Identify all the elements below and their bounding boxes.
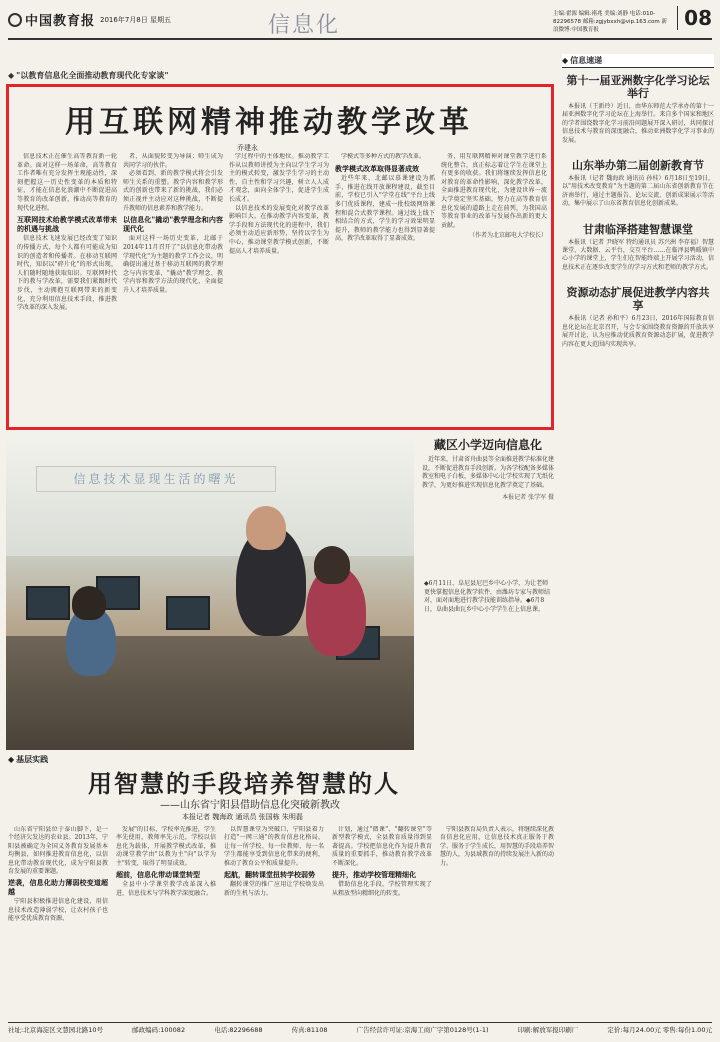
right-column: [562, 54, 714, 984]
section-heading: 教学模式改革取得显著成效: [335, 163, 419, 173]
section-heading: 起航，翻转课堂扭转学校弱势: [224, 870, 315, 880]
bottom-byline: 本报记者 魏海政 通讯员 张国栋 朱明磊: [182, 813, 303, 821]
news-item-title: 山东举办第二届创新教育节: [572, 159, 704, 173]
feature-column-1: [17, 153, 117, 423]
footer-price: 定价:每月24.00元 零售:每份1.00元: [607, 1026, 712, 1034]
author-signature: （作者为北京邮电大学校长）: [468, 232, 547, 240]
student-head: [72, 586, 106, 620]
paragraph: 必须看到，新的教学模式将会引发师生关系的重塑。教学内容和教学形式的创新也带来了新的挑战，我们必须正视并主动应对这种挑战，不断提升教师的信息素养和教学能力。: [123, 170, 223, 212]
bottom-column-5: [440, 826, 554, 1016]
paragraph: 计划，通过"微课"、"翻转课堂"等新型教学模式，全县教育质量得到显著提高。学校把信息化作为提升教育质量的重要抓手，推动教育教学改革不断深化。: [332, 826, 432, 867]
news-item-text: 本报讯（记者 魏海政 通讯员 孙桂）6月18日至19日，以"用技术改变教育"为主题的第二届山东省创新教育节在济南举行，通过主题报告、论坛交流、创新成果展示等活动，集中展示了山东省教育信息化创新成果。: [562, 175, 714, 208]
section-heading: 提升，推动学校管理精细化: [332, 870, 416, 880]
paragraph: 山东省宁阳县位于泰山脚下，是一个经济欠发达的农业县。2013年，宁阳县被确定为全国义务教育发展基本均衡县，如何推进教育信息化，以信息化带动教育现代化，成为宁阳县教育发展的重要课题。: [8, 826, 108, 876]
paragraph: 全县中小学课堂教学改革深入推进，信息技术与学科教学深度融合。: [116, 881, 216, 897]
paragraph: 面对这样一场历史变革，北邮于2014年11月召开了"以信息化带动教学现代化"为主题的教学工作会议，明确提出通过基于移动互联网的教学理念与内容变革，"撬动"教学理念、教学内容和教学方法的现代化，全面提升人才培养质量。: [123, 235, 223, 294]
feature-kicker: ◆ "以教育信息化全面推动教育现代化专家谈": [8, 70, 169, 81]
news-item-text: 本报讯（记者 尹晓军 特约通讯员 苏兴洲 李存福）智慧课堂、大数据、云平台，交互平台……在临泽县鸭暖镇中心小学的课堂上，学生们在智能终端上开展学习活动，信息技术正在逐步改变学生的学习方式和老师的教学方式。: [562, 238, 714, 271]
footer: [8, 1022, 712, 1036]
feature-byline: 乔建永: [237, 144, 258, 152]
masthead: [8, 6, 712, 40]
editors-info: 主编:翟源 编辑:褚兆 美编:刘静 电话:010-82296578 邮箱:zgjybxxh@vip.163.com 新浪微博:中国教育报: [553, 11, 668, 33]
bottom-headline: 用智慧的手段培养智慧的人: [88, 769, 400, 798]
logo-mark-icon: [8, 13, 22, 27]
footer-phone: 电话:82296688: [214, 1026, 263, 1034]
right-column-header: ◆ 信息速递: [562, 54, 714, 68]
paragraph: 借助信息化手段，学校管理实现了从粗放型向精细化的转变。: [332, 881, 432, 897]
photo-wall: [6, 436, 414, 556]
section-heading: 以信息化"撬动"教学理念和内容现代化: [123, 215, 223, 233]
monitor-icon: [166, 596, 210, 630]
footer-address: 社址:北京海淀区文慧园北路10号: [8, 1026, 103, 1034]
bottom-subhead: ——山东省宁阳县借助信息化突破新教改: [160, 800, 340, 811]
paragraph: 信息技术正在催生高等教育新一轮革命。面对这样一场革命，高等教育工作者唯有充分发挥主观能动性，深刻把握这一历史性变革的本质和特征，才能在信息化浪潮中不断促进高等教育的改革创新，推动高等教育的现代化进程。: [17, 153, 117, 212]
footer-printing: 印刷:解放军报印刷厂: [517, 1026, 579, 1034]
paragraph: 信息技术飞速发展已经改变了知识的传播方式，每个人都有可能成为知识的创造者和传播者。在移动互联网时代，知识以"碎片化"的形式出现，人们随时随地获取知识。互联网时代下的教与学改革，需要我们紧跟时代步伐，主动拥抱互联网带来的新变化，充分利用信息技术手段，推进教学改革的深入发展。: [17, 235, 117, 312]
paragraph: 务，用互联网精神对课堂教学进行系统化整合，真正标志着让学生在课堂上有更多的收获。我们将继续发挥信息化对教育的革命性影响，深化教学改革，全面推进教育现代化，为建设世界一流大学奠定坚实基础，努力在高等教育信息化发展的道路上走在前列，为我国高等教育事业的改革与发展作出新的更大贡献。: [441, 153, 547, 229]
student-head: [314, 546, 350, 584]
feature-column-5: [441, 153, 547, 423]
news-item-title: 甘肃临泽搭建智慧课堂: [583, 222, 693, 236]
paper-logo: [8, 10, 95, 29]
page-number: 08: [677, 6, 712, 30]
section-heading: 互联网技术给教学模式改革带来的机遇与挑战: [17, 215, 117, 233]
sidebar-story-byline: 本报记者 张学军 摄: [502, 494, 554, 502]
feature-article: [6, 84, 554, 430]
bottom-kicker: ◆ 基层实践: [8, 754, 48, 765]
footer-postcode: 邮政编码:100082: [132, 1026, 186, 1034]
bottom-column-3: [224, 826, 324, 1016]
paragraph: 以信息技术的发展变化对教学改革影响巨大。在推动教学内容变革，教学手段和方法现代化的进程中，我们必须主动适应新形势，坚持以学生为中心，推动课堂教学模式创新，不断提高人才培养质量。: [229, 204, 329, 255]
news-item-text: 本报讯（记者 孙和平）6月23日，2016年国际教育信息化论坛在北京召开，与会专家围绕教育资源的开放共享展开讨论，认为应推动优质教育资源动态扩展，促进教学内容在更大范围内实现共享。: [562, 315, 714, 348]
section-title: 信息化: [268, 13, 341, 38]
bottom-column-1: [8, 826, 108, 1016]
paragraph: 学模式等多种方式的教学改革。: [341, 153, 426, 160]
footer-license: 广告经营许可证:京海工商广字第0128号(1-1): [356, 1026, 489, 1034]
section-heading: 超前，信息化带动课堂转型: [116, 870, 200, 880]
bottom-column-4: [332, 826, 432, 1016]
monitor-icon: [26, 586, 70, 620]
paragraph: 宁阳县积极推进信息化建设，用信息技术改造薄弱学校，让农村孩子也能享受优质教育资源。: [8, 898, 108, 923]
paragraph: 近些年来，北邮以慕课建设为抓手，推进在线开放课程建设，截至目前，学校已引入"学堂在线"平台上线多门优质课程，建成一批校级网络课程和混合式教学课程。通过线上线下相结合的方式，学生的学习效果明显提升，教师的教学能力也得到显著提高，教学改革取得了显著成效。: [335, 175, 435, 243]
paragraph: 翻转课堂的推广应用让学校焕发出新的生机与活力。: [224, 881, 324, 897]
sidebar-story: [422, 436, 554, 501]
paragraph: 发展"的目标，学校率先推进，学生率先使用，教师率先示范。学校以信息化为载体，开展教学模式改革，推动课堂教学由"以教为主"向"以学为主"转变，取得了明显成效。: [116, 826, 216, 867]
feature-column-4: [335, 153, 435, 423]
news-item-text: 本报讯（王新玲）近日，由华东师范大学承办的第十一届亚洲数字化学习论坛在上海举行。来自多个国家和地区的学者围绕数字化学习前沿问题展开深入研讨，共同探讨信息技术与教育的深度融合，推动亚洲数字化学习事业的发展。: [562, 103, 714, 144]
paragraph: 者，从面貌转变为导演；师生成为共同学习的伙伴。: [123, 153, 223, 169]
paper-name: 中国教育报: [25, 14, 96, 29]
photo-banner: 信息技术显现生活的曙光: [36, 466, 276, 492]
feature-column-2: [123, 153, 223, 423]
news-item-title: 资源动态扩展促进教学内容共享: [566, 286, 710, 313]
teacher-head: [246, 506, 286, 550]
feature-headline: 用互联网精神推动教学改革: [65, 105, 473, 140]
paragraph: 以智慧课堂为突破口，宁阳县着力打造"一网三通"的教育信息化格局，让每一所学校、每一位教师、每一名学生都能享受到信息化带来的便利，推动了教育公平和质量提升。: [224, 826, 324, 867]
photo-caption: ◆6月11日，阜尼县尼巴乡中心小学，为让老师更快掌握信息化教学软件，由潍坊专家与教师结对，面对面地进行教学技能训练指导。◆6月8日，阜曲县曲瓦乡中心小学学生在上信息课。: [424, 580, 551, 613]
feature-column-3: [229, 153, 329, 423]
classroom-photo: [6, 436, 414, 750]
news-item-title: 第十一届亚洲数字化学习论坛举行: [566, 74, 710, 100]
section-heading: 逆袭，信息化助力薄弱校变道超越: [8, 878, 108, 896]
footer-fax: 传真:81108: [291, 1026, 328, 1034]
date-line: 2016年7月8日 星期五: [100, 16, 171, 24]
paragraph: 宁阳县教育局负责人表示，将继续深化教育信息化应用，让信息技术真正服务于教学、服务于学生成长，用智慧的手段培养智慧的人，为县域教育的持续发展注入新的动力。: [440, 826, 554, 867]
sidebar-story-text: 近年来，甘肃省舟曲县等全面推进教学标准化建设，不断促进教育手段创新。为各学校配备多媒体教室和电子白板，多媒体中心让学校实现了无纸化教学，为更好推进实现信息化教学奠定了基础。: [422, 456, 555, 489]
paragraph: 学过程中的主体地位。推动教学工作从以教师讲授为主向以学生学习为主的模式转变，激发学生学习的主动性、自主性和学习兴趣，树立人人成才观念，面向全体学生，促进学生成长成才。: [229, 153, 329, 203]
sidebar-story-title: 藏区小学迈向信息化: [433, 438, 542, 452]
bottom-column-2: [116, 826, 216, 1016]
